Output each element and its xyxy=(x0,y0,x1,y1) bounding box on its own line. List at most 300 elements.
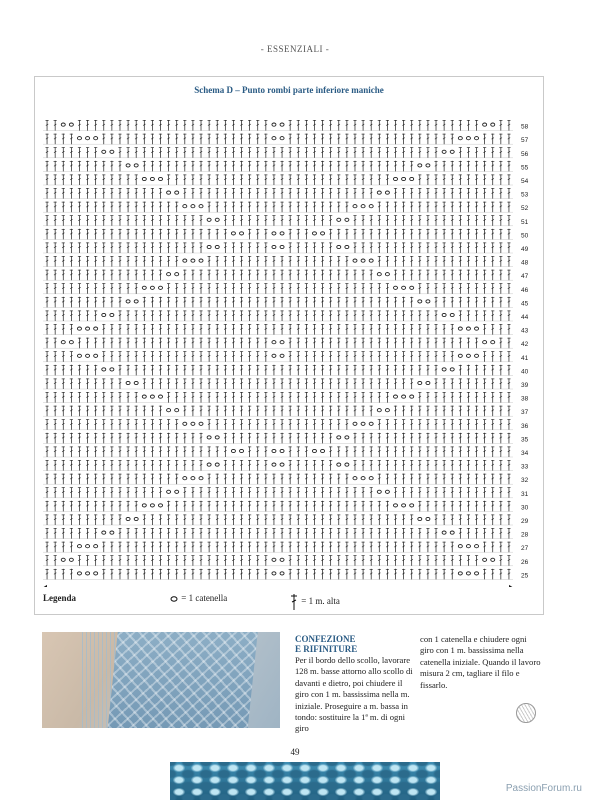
chain-stitch-icon xyxy=(475,354,479,357)
double-crochet-stitch-icon xyxy=(329,202,332,213)
double-crochet-stitch-icon xyxy=(499,528,502,539)
double-crochet-stitch-icon xyxy=(256,297,259,308)
double-crochet-stitch-icon xyxy=(321,365,324,376)
double-crochet-stitch-icon xyxy=(426,188,429,199)
double-crochet-stitch-icon xyxy=(289,569,292,580)
double-crochet-stitch-icon xyxy=(418,242,421,253)
double-crochet-stitch-icon xyxy=(94,174,97,185)
double-crochet-stitch-icon xyxy=(491,365,494,376)
chain-stitch-icon xyxy=(199,422,203,425)
double-crochet-stitch-icon xyxy=(183,351,186,362)
double-crochet-stitch-icon xyxy=(135,569,138,580)
double-crochet-stitch-icon xyxy=(183,555,186,566)
double-crochet-stitch-icon xyxy=(191,460,194,471)
double-crochet-stitch-icon xyxy=(370,528,373,539)
double-crochet-stitch-icon xyxy=(70,147,73,158)
double-crochet-stitch-icon xyxy=(329,487,332,498)
row-number-label: 47 xyxy=(521,273,529,281)
double-crochet-stitch-icon xyxy=(410,419,413,430)
double-crochet-stitch-icon xyxy=(143,542,146,553)
double-crochet-stitch-icon xyxy=(70,501,73,512)
double-crochet-stitch-icon xyxy=(280,419,283,430)
double-crochet-stitch-icon xyxy=(175,569,178,580)
double-crochet-stitch-icon xyxy=(443,120,446,131)
double-crochet-stitch-icon xyxy=(191,134,194,145)
double-crochet-stitch-icon xyxy=(426,392,429,403)
double-crochet-stitch-icon xyxy=(110,351,113,362)
double-crochet-stitch-icon xyxy=(110,297,113,308)
double-crochet-stitch-icon xyxy=(337,501,340,512)
double-crochet-stitch-icon xyxy=(361,270,364,281)
double-crochet-stitch-icon xyxy=(297,134,300,145)
double-crochet-stitch-icon xyxy=(313,514,316,525)
double-crochet-stitch-icon xyxy=(94,378,97,389)
double-crochet-stitch-icon xyxy=(321,419,324,430)
double-crochet-stitch-icon xyxy=(459,433,462,444)
double-crochet-stitch-icon xyxy=(86,555,89,566)
double-crochet-stitch-icon xyxy=(361,569,364,580)
double-crochet-stitch-icon xyxy=(191,188,194,199)
double-crochet-stitch-icon xyxy=(118,188,121,199)
double-crochet-stitch-icon xyxy=(70,242,73,253)
double-crochet-stitch-icon xyxy=(394,242,397,253)
double-crochet-stitch-icon xyxy=(289,501,292,512)
double-crochet-stitch-icon xyxy=(199,229,202,240)
double-crochet-stitch-icon xyxy=(297,256,300,267)
double-crochet-stitch-icon xyxy=(370,365,373,376)
row-number-label: 27 xyxy=(521,545,529,553)
double-crochet-stitch-icon xyxy=(305,542,308,553)
double-crochet-stitch-icon xyxy=(418,569,421,580)
double-crochet-stitch-icon xyxy=(361,446,364,457)
double-crochet-stitch-icon xyxy=(402,460,405,471)
chain-stitch-icon xyxy=(369,205,373,208)
chain-stitch-icon xyxy=(280,123,284,126)
chain-stitch-icon xyxy=(337,436,341,439)
double-crochet-stitch-icon xyxy=(410,365,413,376)
double-crochet-stitch-icon xyxy=(329,514,332,525)
double-crochet-stitch-icon xyxy=(443,297,446,308)
double-crochet-stitch-icon xyxy=(135,202,138,213)
double-crochet-stitch-icon xyxy=(264,134,267,145)
double-crochet-stitch-icon xyxy=(199,338,202,349)
double-crochet-stitch-icon xyxy=(264,351,267,362)
double-crochet-stitch-icon xyxy=(224,270,227,281)
double-crochet-stitch-icon xyxy=(86,256,89,267)
double-crochet-stitch-icon xyxy=(305,487,308,498)
double-crochet-stitch-icon xyxy=(459,406,462,417)
double-crochet-stitch-icon xyxy=(62,569,65,580)
double-crochet-stitch-icon xyxy=(426,120,429,131)
double-crochet-stitch-icon xyxy=(491,378,494,389)
double-crochet-stitch-icon xyxy=(329,460,332,471)
double-crochet-stitch-icon xyxy=(378,378,381,389)
double-crochet-stitch-icon xyxy=(126,147,129,158)
double-crochet-stitch-icon xyxy=(402,338,405,349)
double-crochet-stitch-icon xyxy=(54,338,57,349)
double-crochet-stitch-icon xyxy=(102,501,105,512)
double-crochet-stitch-icon xyxy=(418,474,421,485)
double-crochet-stitch-icon xyxy=(337,351,340,362)
chain-stitch-icon xyxy=(207,218,211,221)
double-crochet-stitch-icon xyxy=(313,487,316,498)
double-crochet-stitch-icon xyxy=(410,242,413,253)
double-crochet-stitch-icon xyxy=(78,283,81,294)
double-crochet-stitch-icon xyxy=(167,555,170,566)
chain-stitch-icon xyxy=(442,531,446,534)
double-crochet-stitch-icon xyxy=(240,487,243,498)
double-crochet-stitch-icon xyxy=(159,202,162,213)
double-crochet-stitch-icon xyxy=(402,310,405,321)
double-crochet-stitch-icon xyxy=(102,283,105,294)
double-crochet-stitch-icon xyxy=(353,542,356,553)
double-crochet-stitch-icon xyxy=(224,188,227,199)
double-crochet-stitch-icon xyxy=(337,487,340,498)
double-crochet-stitch-icon xyxy=(62,242,65,253)
double-crochet-stitch-icon xyxy=(280,487,283,498)
double-crochet-stitch-icon xyxy=(426,310,429,321)
double-crochet-stitch-icon xyxy=(118,487,121,498)
double-crochet-stitch-icon xyxy=(353,147,356,158)
double-crochet-stitch-icon xyxy=(426,474,429,485)
double-crochet-stitch-icon xyxy=(410,514,413,525)
double-crochet-stitch-icon xyxy=(191,310,194,321)
double-crochet-stitch-icon xyxy=(159,365,162,376)
double-crochet-stitch-icon xyxy=(191,351,194,362)
double-crochet-stitch-icon xyxy=(78,365,81,376)
double-crochet-stitch-icon xyxy=(45,392,48,403)
double-crochet-stitch-icon xyxy=(507,365,510,376)
double-crochet-stitch-icon xyxy=(256,134,259,145)
double-crochet-stitch-icon xyxy=(78,242,81,253)
double-crochet-stitch-icon xyxy=(483,202,486,213)
double-crochet-stitch-icon xyxy=(418,229,421,240)
double-crochet-stitch-icon xyxy=(345,147,348,158)
double-crochet-stitch-icon xyxy=(337,324,340,335)
double-crochet-stitch-icon xyxy=(208,501,211,512)
double-crochet-stitch-icon xyxy=(361,147,364,158)
double-crochet-stitch-icon xyxy=(483,242,486,253)
instructions-text-1: Per il bordo dello scollo, lavorare 128 m. basse attorno allo scollo di davanti e dietro, poi chiudere il giro con 1 m. bassissima nella m. iniziale. Proseguire a m. bassa in tondo: sostituire la 1ª m. di ogni giro xyxy=(295,655,413,734)
double-crochet-stitch-icon xyxy=(434,474,437,485)
double-crochet-stitch-icon xyxy=(329,378,332,389)
row-number-label: 42 xyxy=(521,341,529,349)
double-crochet-stitch-icon xyxy=(159,188,162,199)
double-crochet-stitch-icon xyxy=(54,569,57,580)
double-crochet-stitch-icon xyxy=(313,202,316,213)
double-crochet-stitch-icon xyxy=(126,229,129,240)
double-crochet-stitch-icon xyxy=(289,433,292,444)
chain-stitch-icon xyxy=(183,205,187,208)
double-crochet-stitch-icon xyxy=(118,446,121,457)
double-crochet-stitch-icon xyxy=(402,324,405,335)
double-crochet-stitch-icon xyxy=(199,120,202,131)
double-crochet-stitch-icon xyxy=(94,474,97,485)
double-crochet-stitch-icon xyxy=(272,215,275,226)
double-crochet-stitch-icon xyxy=(289,392,292,403)
double-crochet-stitch-icon xyxy=(248,256,251,267)
double-crochet-stitch-icon xyxy=(305,242,308,253)
double-crochet-stitch-icon xyxy=(467,202,470,213)
double-crochet-stitch-icon xyxy=(426,446,429,457)
double-crochet-stitch-icon xyxy=(208,161,211,172)
row-number-label: 44 xyxy=(521,314,529,321)
double-crochet-stitch-icon xyxy=(394,569,397,580)
double-crochet-stitch-icon xyxy=(240,242,243,253)
double-crochet-stitch-icon xyxy=(159,460,162,471)
double-crochet-stitch-icon xyxy=(191,569,194,580)
double-crochet-stitch-icon xyxy=(208,474,211,485)
double-crochet-stitch-icon xyxy=(70,351,73,362)
double-crochet-stitch-icon xyxy=(167,501,170,512)
chain-stitch-icon xyxy=(394,395,398,398)
double-crochet-stitch-icon xyxy=(386,378,389,389)
double-crochet-stitch-icon xyxy=(353,378,356,389)
double-crochet-stitch-icon xyxy=(321,215,324,226)
double-crochet-stitch-icon xyxy=(353,310,356,321)
double-crochet-stitch-icon xyxy=(410,406,413,417)
double-crochet-stitch-icon xyxy=(208,283,211,294)
double-crochet-stitch-icon xyxy=(167,365,170,376)
double-crochet-stitch-icon xyxy=(394,365,397,376)
double-crochet-stitch-icon xyxy=(378,310,381,321)
chain-stitch-icon xyxy=(183,259,187,262)
double-crochet-stitch-icon xyxy=(345,256,348,267)
chain-stitch-icon xyxy=(167,409,171,412)
double-crochet-stitch-icon xyxy=(418,406,421,417)
double-crochet-stitch-icon xyxy=(491,419,494,430)
double-crochet-stitch-icon xyxy=(126,474,129,485)
double-crochet-stitch-icon xyxy=(313,120,316,131)
chain-stitch-icon xyxy=(410,395,414,398)
double-crochet-stitch-icon xyxy=(62,297,65,308)
double-crochet-stitch-icon xyxy=(118,283,121,294)
double-crochet-stitch-icon xyxy=(370,406,373,417)
double-crochet-stitch-icon xyxy=(118,528,121,539)
double-crochet-stitch-icon xyxy=(86,147,89,158)
double-crochet-stitch-icon xyxy=(378,446,381,457)
double-crochet-stitch-icon xyxy=(70,324,73,335)
double-crochet-stitch-icon xyxy=(289,310,292,321)
chain-stitch-icon xyxy=(272,558,276,561)
double-crochet-stitch-icon xyxy=(272,256,275,267)
double-crochet-stitch-icon xyxy=(289,406,292,417)
double-crochet-stitch-icon xyxy=(467,555,470,566)
double-crochet-stitch-icon xyxy=(151,215,154,226)
double-crochet-stitch-icon xyxy=(475,487,478,498)
double-crochet-stitch-icon xyxy=(143,446,146,457)
double-crochet-stitch-icon xyxy=(507,433,510,444)
double-crochet-stitch-icon xyxy=(264,501,267,512)
double-crochet-stitch-icon xyxy=(78,270,81,281)
double-crochet-stitch-icon xyxy=(224,283,227,294)
double-crochet-stitch-icon xyxy=(475,310,478,321)
chain-stitch-icon xyxy=(312,232,316,235)
double-crochet-stitch-icon xyxy=(467,270,470,281)
double-crochet-stitch-icon xyxy=(507,392,510,403)
chain-stitch-icon xyxy=(159,286,163,289)
double-crochet-stitch-icon xyxy=(443,555,446,566)
double-crochet-stitch-icon xyxy=(361,120,364,131)
double-crochet-stitch-icon xyxy=(183,161,186,172)
double-crochet-stitch-icon xyxy=(451,283,454,294)
double-crochet-stitch-icon xyxy=(483,569,486,580)
double-crochet-stitch-icon xyxy=(426,555,429,566)
double-crochet-stitch-icon xyxy=(402,270,405,281)
double-crochet-stitch-icon xyxy=(410,487,413,498)
chain-stitch-icon xyxy=(110,368,114,371)
double-crochet-stitch-icon xyxy=(135,528,138,539)
double-crochet-stitch-icon xyxy=(102,542,105,553)
row-number-label: 25 xyxy=(521,572,529,580)
chain-stitch-icon xyxy=(102,368,106,371)
double-crochet-stitch-icon xyxy=(45,134,48,145)
double-crochet-stitch-icon xyxy=(62,256,65,267)
double-crochet-stitch-icon xyxy=(110,433,113,444)
chain-stitch-icon xyxy=(402,395,406,398)
double-crochet-stitch-icon xyxy=(386,338,389,349)
double-crochet-stitch-icon xyxy=(272,188,275,199)
double-crochet-stitch-icon xyxy=(467,528,470,539)
chain-stitch-icon xyxy=(110,150,114,153)
double-crochet-stitch-icon xyxy=(208,406,211,417)
double-crochet-stitch-icon xyxy=(280,392,283,403)
double-crochet-stitch-icon xyxy=(240,460,243,471)
double-crochet-stitch-icon xyxy=(70,256,73,267)
double-crochet-stitch-icon xyxy=(159,147,162,158)
double-crochet-stitch-icon xyxy=(378,501,381,512)
double-crochet-stitch-icon xyxy=(151,188,154,199)
double-crochet-stitch-icon xyxy=(70,419,73,430)
chain-stitch-icon xyxy=(450,150,454,153)
double-crochet-stitch-icon xyxy=(183,406,186,417)
double-crochet-stitch-icon xyxy=(402,406,405,417)
double-crochet-stitch-icon xyxy=(305,297,308,308)
double-crochet-stitch-icon xyxy=(151,324,154,335)
double-crochet-stitch-icon xyxy=(94,365,97,376)
double-crochet-stitch-icon xyxy=(208,310,211,321)
double-crochet-stitch-icon xyxy=(467,310,470,321)
double-crochet-stitch-icon xyxy=(224,310,227,321)
chain-stitch-icon xyxy=(385,273,389,276)
double-crochet-stitch-icon xyxy=(451,419,454,430)
double-crochet-stitch-icon xyxy=(118,365,121,376)
double-crochet-stitch-icon xyxy=(434,229,437,240)
double-crochet-stitch-icon xyxy=(78,297,81,308)
chain-stitch-icon xyxy=(94,545,98,548)
double-crochet-stitch-icon xyxy=(216,487,219,498)
double-crochet-stitch-icon xyxy=(208,270,211,281)
double-crochet-stitch-icon xyxy=(499,120,502,131)
double-crochet-stitch-icon xyxy=(167,297,170,308)
double-crochet-stitch-icon xyxy=(459,419,462,430)
double-crochet-stitch-icon xyxy=(451,487,454,498)
double-crochet-stitch-icon xyxy=(297,174,300,185)
double-crochet-stitch-icon xyxy=(467,242,470,253)
double-crochet-stitch-icon xyxy=(167,419,170,430)
double-crochet-stitch-icon xyxy=(394,134,397,145)
double-crochet-stitch-icon xyxy=(159,433,162,444)
double-crochet-stitch-icon xyxy=(232,147,235,158)
double-crochet-stitch-icon xyxy=(118,378,121,389)
double-crochet-stitch-icon xyxy=(475,270,478,281)
double-crochet-stitch-icon xyxy=(86,270,89,281)
chain-stitch-icon xyxy=(86,545,90,548)
double-crochet-stitch-icon xyxy=(491,528,494,539)
double-crochet-stitch-icon xyxy=(216,283,219,294)
double-crochet-stitch-icon xyxy=(175,351,178,362)
double-crochet-stitch-icon xyxy=(378,242,381,253)
double-crochet-stitch-icon xyxy=(159,134,162,145)
double-crochet-stitch-icon xyxy=(94,147,97,158)
double-crochet-stitch-icon xyxy=(297,120,300,131)
double-crochet-stitch-icon xyxy=(248,188,251,199)
double-crochet-stitch-icon xyxy=(361,406,364,417)
double-crochet-stitch-icon xyxy=(402,365,405,376)
photo-shawl xyxy=(105,632,259,728)
double-crochet-stitch-icon xyxy=(321,514,324,525)
double-crochet-stitch-icon xyxy=(467,188,470,199)
double-crochet-stitch-icon xyxy=(54,365,57,376)
chain-stitch-icon xyxy=(458,327,462,330)
double-crochet-stitch-icon xyxy=(143,120,146,131)
double-crochet-stitch-icon xyxy=(475,528,478,539)
double-crochet-stitch-icon xyxy=(224,419,227,430)
double-crochet-stitch-icon xyxy=(313,215,316,226)
double-crochet-stitch-icon xyxy=(272,528,275,539)
double-crochet-stitch-icon xyxy=(143,514,146,525)
double-crochet-stitch-icon xyxy=(216,297,219,308)
double-crochet-stitch-icon xyxy=(240,174,243,185)
double-crochet-stitch-icon xyxy=(386,501,389,512)
double-crochet-stitch-icon xyxy=(491,188,494,199)
double-crochet-stitch-icon xyxy=(280,270,283,281)
double-crochet-stitch-icon xyxy=(467,215,470,226)
chain-stitch-icon xyxy=(94,137,98,140)
double-crochet-stitch-icon xyxy=(224,229,227,240)
double-crochet-stitch-icon xyxy=(337,229,340,240)
double-crochet-stitch-icon xyxy=(264,406,267,417)
double-crochet-stitch-icon xyxy=(475,120,478,131)
row-number-label: 39 xyxy=(521,382,529,389)
double-crochet-stitch-icon xyxy=(151,514,154,525)
double-crochet-stitch-icon xyxy=(45,297,48,308)
double-crochet-stitch-icon xyxy=(361,378,364,389)
double-crochet-stitch-icon xyxy=(353,365,356,376)
double-crochet-stitch-icon xyxy=(110,120,113,131)
double-crochet-stitch-icon xyxy=(467,446,470,457)
double-crochet-stitch-icon xyxy=(232,365,235,376)
double-crochet-stitch-icon xyxy=(305,569,308,580)
double-crochet-stitch-icon xyxy=(240,406,243,417)
chain-stitch-icon xyxy=(215,245,219,248)
double-crochet-stitch-icon xyxy=(418,134,421,145)
double-crochet-stitch-icon xyxy=(402,542,405,553)
double-crochet-stitch-icon xyxy=(305,351,308,362)
row-number-label: 49 xyxy=(521,246,529,253)
double-crochet-stitch-icon xyxy=(475,161,478,172)
double-crochet-stitch-icon xyxy=(370,569,373,580)
double-crochet-stitch-icon xyxy=(418,501,421,512)
double-crochet-stitch-icon xyxy=(232,460,235,471)
double-crochet-stitch-icon xyxy=(264,161,267,172)
double-crochet-stitch-icon xyxy=(459,460,462,471)
double-crochet-stitch-icon xyxy=(467,283,470,294)
double-crochet-stitch-icon xyxy=(62,229,65,240)
double-crochet-stitch-icon xyxy=(305,446,308,457)
double-crochet-stitch-icon xyxy=(183,147,186,158)
double-crochet-stitch-icon xyxy=(256,365,259,376)
